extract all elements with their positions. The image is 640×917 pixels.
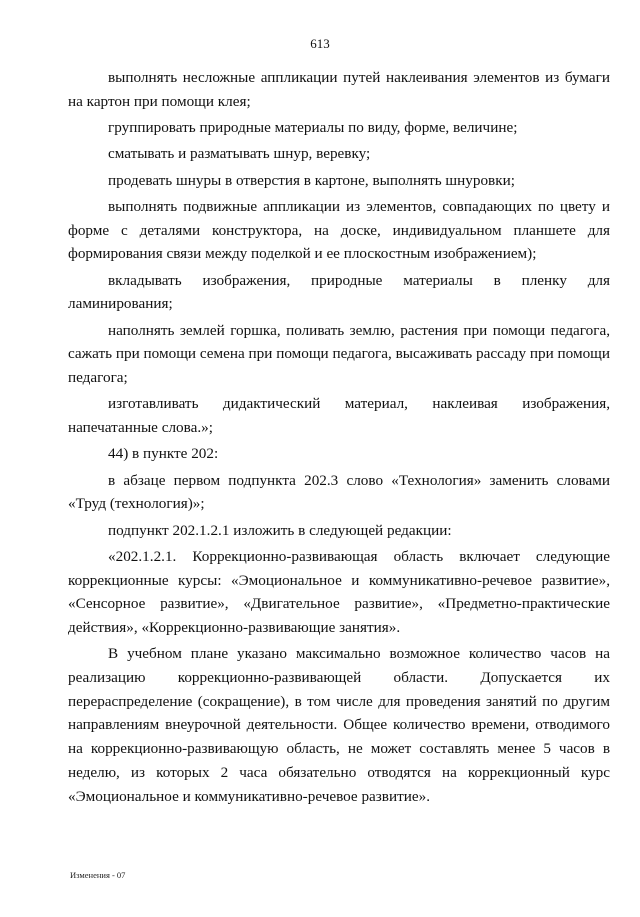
page-number: 613	[310, 36, 330, 51]
paragraph-study-plan: В учебном плане указано максимально возможное количество часов на реализацию коррекционно-развивающей области. Допускается их перераспределение (сокращение), в том числе для проведения занятий по другим направлениям внеурочной деятельности. Общее количество времени, отводимого на коррекционно-развивающую область, не может составлять менее 5 часов в неделю, из которых 2 часа обязательно отводятся на коррекционный курс «Эмоциональное и коммуникативно-речевое развитие».	[68, 645, 610, 805]
footer-note: Изменения - 07	[70, 870, 126, 880]
paragraph-didactic-material: изготавливать дидактический материал, наклеивая изображения, напечатанные слова.»;	[68, 395, 610, 436]
paragraph-planting: наполнять землей горшка, поливать землю, растения при помощи педагога, сажать при помощи семена при помощи педагога, высаживать рассаду при помощи педагога;	[68, 321, 610, 386]
paragraph-lamination: вкладывать изображения, природные материалы в пленку для ламинирования;	[68, 271, 610, 313]
paragraph-wind-cord: сматывать и разматывать шнур, веревку;	[108, 145, 371, 163]
paragraph-movable-applique: выполнять подвижные аппликации из элементов, совпадающих по цвету и форме с деталями конструктора, на доске, индивидуальном планшете для формирования связи между поделкой и ее плоскостным изображением);	[68, 197, 610, 263]
paragraph-replace-word: в абзаце первом подпункта 202.3 слово «Технология» заменить словами «Труд (технология)»;	[68, 471, 610, 513]
paragraph-new-edition: подпункт 202.1.2.1 изложить в следующей редакции:	[108, 521, 452, 539]
paragraph-group-materials: группировать природные материалы по виду, форме, величине;	[108, 119, 518, 136]
document-body	[68, 66, 610, 811]
paragraph-lacing: продевать шнуры в отверстия в картоне, выполнять шнуровки;	[108, 171, 515, 189]
paragraph-item-44: 44) в пункте 202:	[108, 445, 219, 463]
paragraph-correction-area: «202.1.2.1. Коррекционно-развивающая область включает следующие коррекционные курсы: «Эмоциональное и коммуникативно-речевое развитие», «Сенсорное развитие», «Двигательное развитие», «Предметно-практические действия», «Коррекционно-развивающие занятия».	[68, 547, 610, 636]
paragraph-applique: выполнять несложные аппликации путей наклеивания элементов из бумаги на картон при помощи клея;	[68, 69, 610, 110]
